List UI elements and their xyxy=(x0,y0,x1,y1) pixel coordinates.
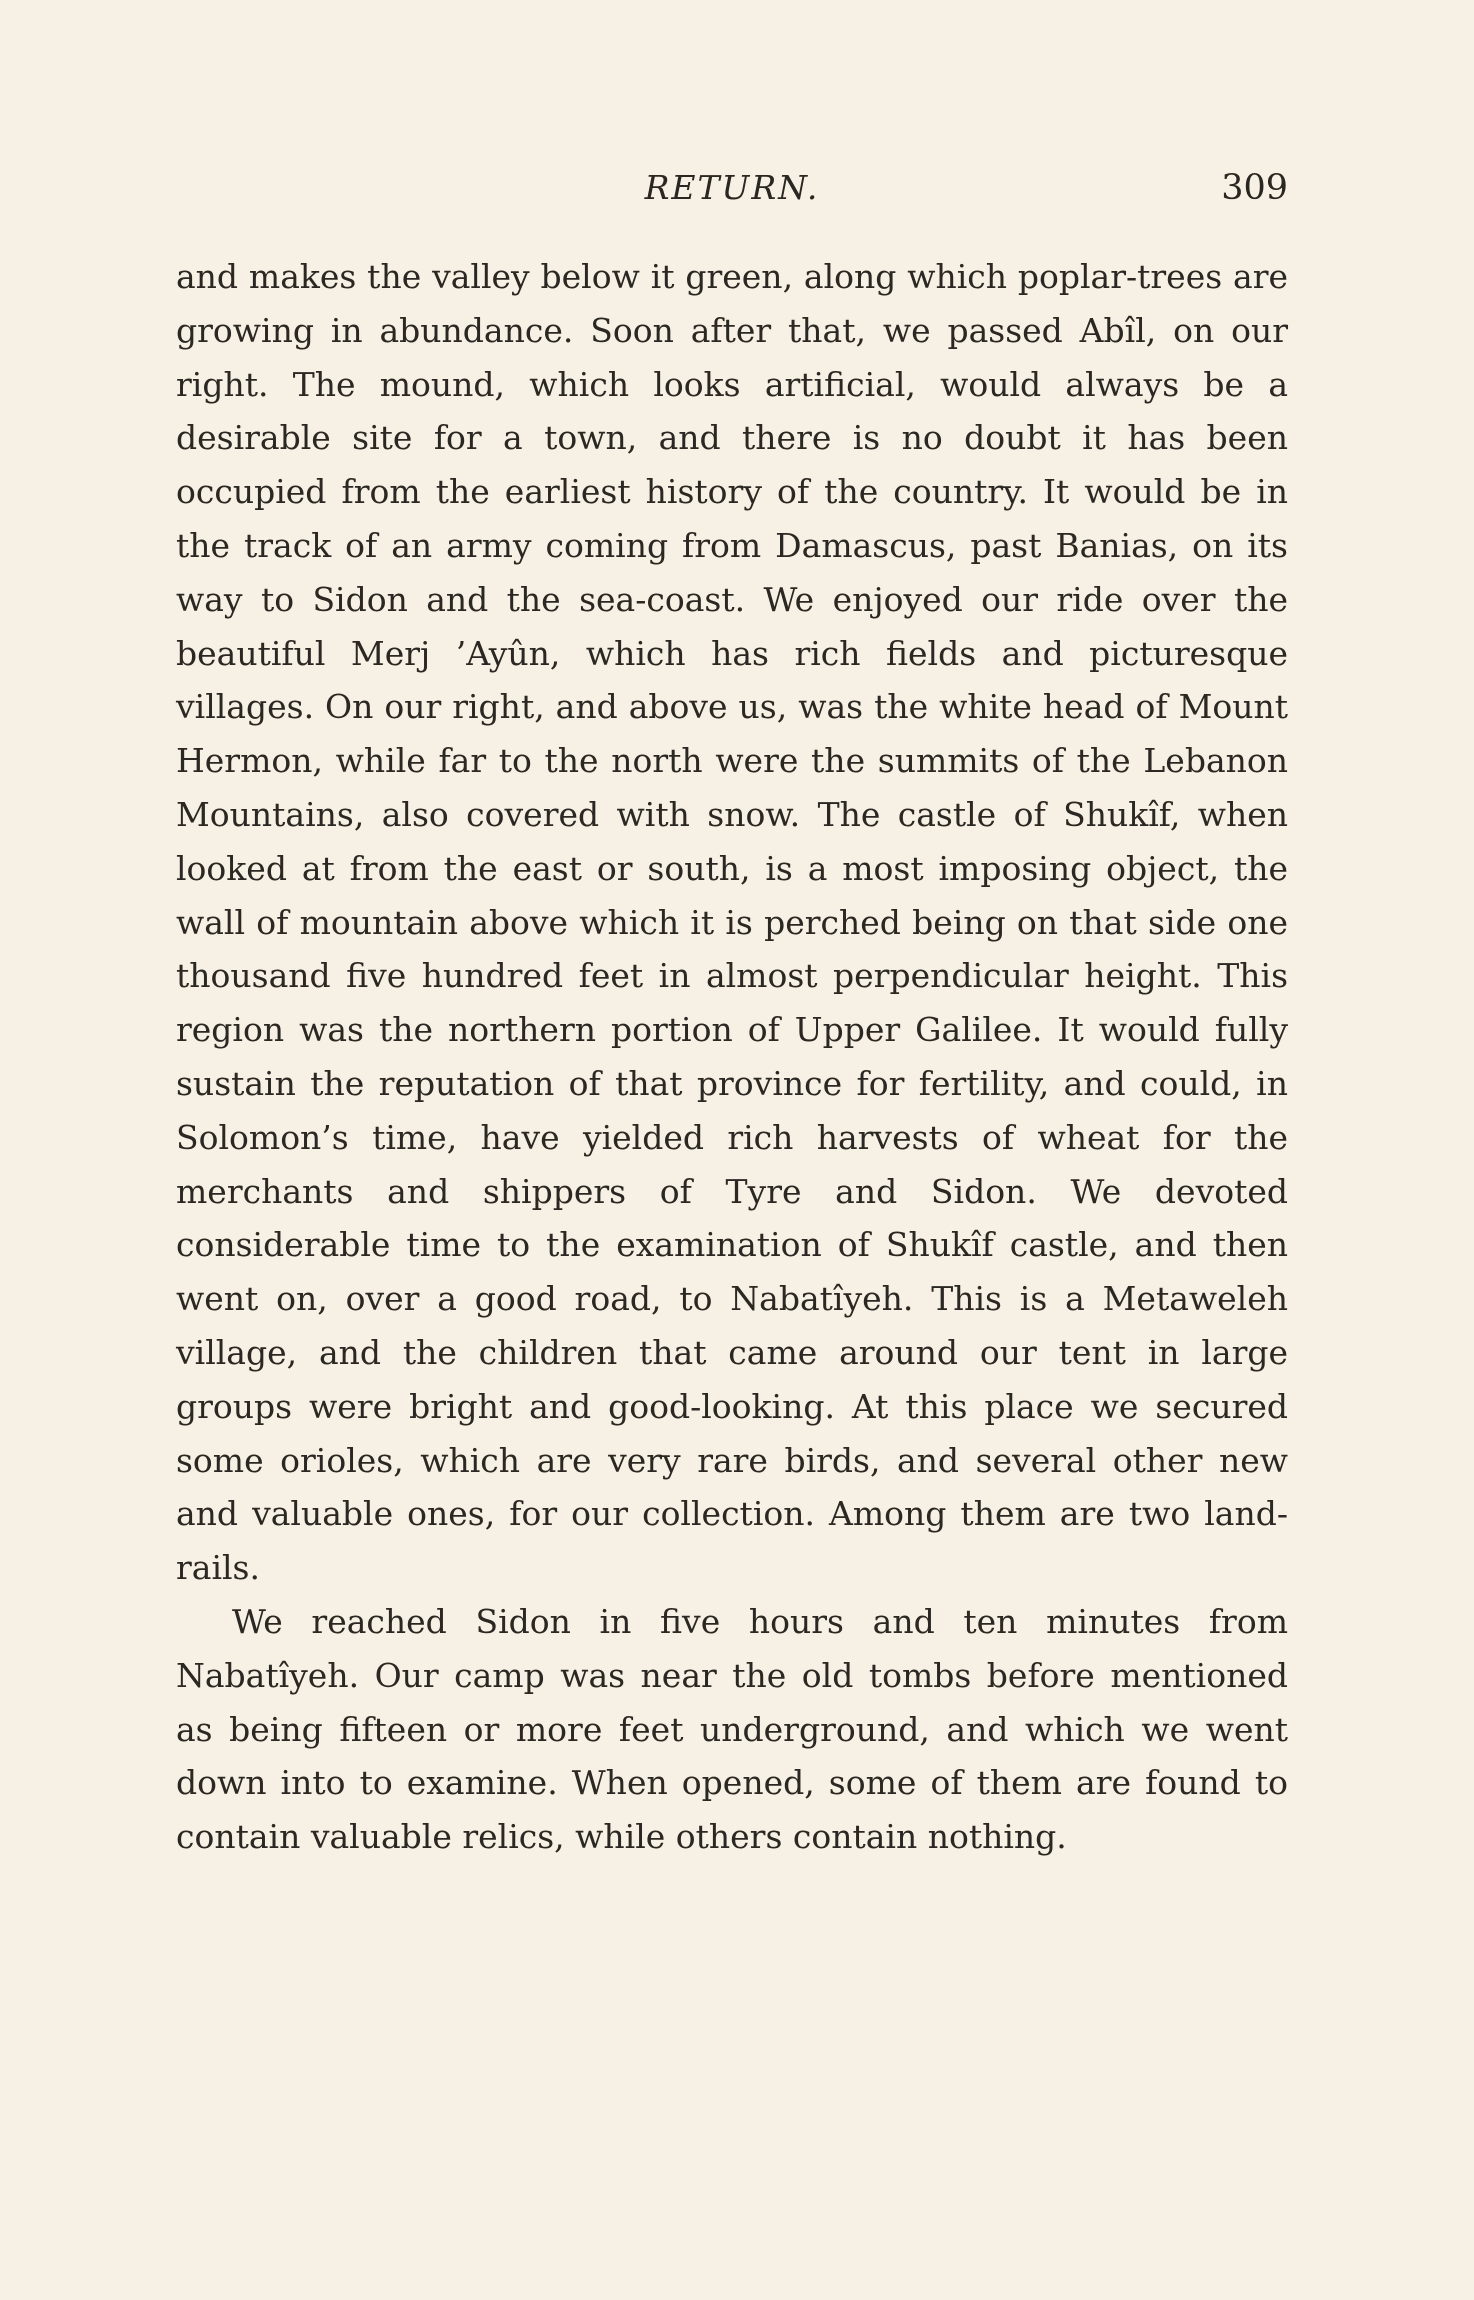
page-number: 309 xyxy=(1221,168,1288,208)
body-text xyxy=(176,250,1288,1864)
running-header xyxy=(176,168,1288,218)
paragraph-continued: and makes the valley below it green, along which poplar-trees are growing in abundance. Soon after that, we passed Abîl, on our right. The mound, which looks artificial, would always be a desirable site for a town, and there is no doubt it has been occupied from the earliest history of the country. It would be in the track of an army coming from Damascus, past Banias, on its way to Sidon and the sea-coast. We enjoyed our ride over the beautiful Merj ’Ayûn, which has rich fields and picturesque villages. On our right, and above us, was the white head of Mount Hermon, while far to the north were the summits of the Lebanon Mountains, also covered with snow. The castle of Shukîf, when looked at from the east or south, is a most imposing object, the wall of mountain above which it is perched being on that side one thousand five hundred feet in almost perpendicular height. This region was the northern portion of Upper Galilee. It would fully sustain the reputation of that province for fertility, and could, in Solomon’s time, have yielded rich harvests of wheat for the merchants and shippers of Tyre and Sidon. We devoted considerable time to the examination of Shukîf castle, and then went on, over a good road, to Nabatîyeh. This is a Metaweleh village, and the children that came around our tent in large groups were bright and good-looking. At this place we secured some orioles, which are very rare birds, and several other new and valuable ones, for our collection. Among them are two land-rails. xyxy=(176,257,1288,1588)
paragraph-sidon: We reached Sidon in five hours and ten minutes from Nabatîyeh. Our camp was near the old tombs before mentioned as being fifteen or more feet underground, and which we went down into to examine. When opened, some of them are found to contain valuable relics, while others contain nothing. xyxy=(176,1601,1288,1857)
running-title: RETURN. xyxy=(644,168,820,207)
